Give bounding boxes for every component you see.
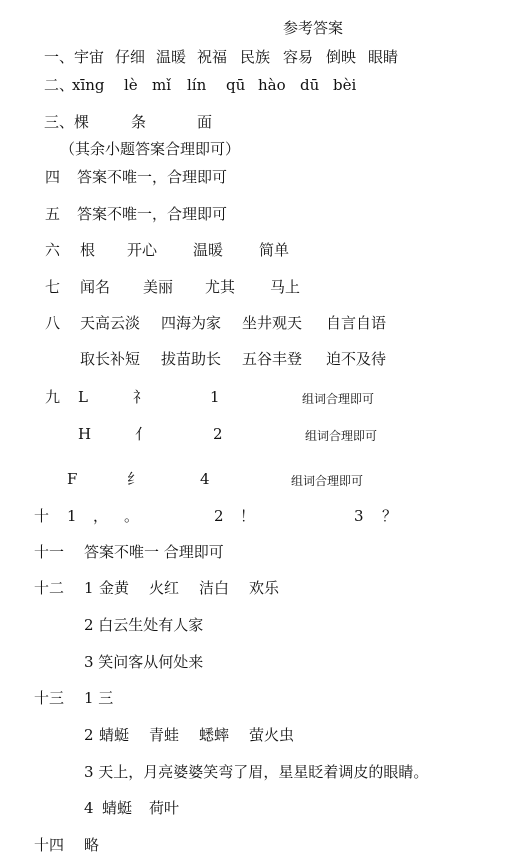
section-number: 二、 [44,76,75,94]
pinyin: lè [124,76,138,94]
answer-word: 条 [131,113,147,131]
answer-word: 金黄 [99,579,130,597]
punctuation: ， [93,507,109,525]
section-number: 十一 [34,543,65,561]
punctuation: ！ [240,507,256,525]
answer-text: 答案不唯一，合理即可 [77,168,228,186]
answer-word: 蜻蜓 [102,799,133,817]
answer-word: 祝福 [197,48,228,66]
radical: 亻 [135,425,151,443]
item-number: 3 [354,507,364,525]
answer-word: 民族 [240,48,271,66]
answer-word: 火红 [149,579,180,597]
answer-word: 容易 [283,48,314,66]
punctuation: 。 [124,507,140,525]
answer-word: 棵 [74,113,90,131]
item-number: 2 [214,507,224,525]
pinyin: hào [258,76,286,94]
section-number: 六 [45,241,61,259]
idiom: 自言自语 [326,314,387,332]
stroke-count: 1 [210,388,220,406]
pinyin: mǐ [152,76,172,94]
answer-word: 尤其 [205,278,236,296]
idiom: 天高云淡 [80,314,141,332]
item-number: 2 [84,726,94,744]
stroke-count: 4 [200,470,210,488]
section-number: 三、 [44,113,75,131]
row-note: 组词合理即可 [302,392,375,406]
section-number: 八 [45,314,61,332]
idiom: 取长补短 [80,350,141,368]
section-note: （其余小题答案合理即可） [60,140,241,158]
row-note: 组词合理即可 [305,429,378,443]
punctuation: ？ [382,507,398,525]
section-number: 十二 [34,579,65,597]
answer-text: 略 [84,836,100,854]
section-number: 七 [45,278,61,296]
answer-word: 马上 [270,278,301,296]
answer-word: 温暖 [156,48,187,66]
section-number: 九 [45,388,61,406]
section-number: 十 [34,507,50,525]
answer-text: 1 三 [84,689,114,707]
pinyin: xīng [72,76,105,94]
page-title: 参考答案 [283,19,344,37]
idiom: 迫不及待 [326,350,387,368]
idiom: 坐井观天 [242,314,303,332]
idiom: 四海为家 [161,314,222,332]
answer-word: 蜻蜓 [99,726,130,744]
answer-word: 简单 [259,241,290,259]
answer-text: 答案不唯一 合理即可 [84,543,224,561]
pinyin: dū [300,76,320,94]
pinyin: bèi [333,76,357,94]
poem-line: 3 笑问客从何处来 [84,653,204,671]
pinyin: lín [187,76,207,94]
section-number: 十四 [34,836,65,854]
letter: F [67,470,78,488]
letter: L [78,388,88,406]
answer-word: 眼睛 [368,48,399,66]
answer-word: 洁白 [199,579,230,597]
answer-word: 倒映 [326,48,357,66]
stroke-count: 2 [213,425,223,443]
answer-word: 美丽 [143,278,174,296]
item-number: 1 [84,579,94,597]
idiom: 拔苗助长 [161,350,222,368]
answer-text: 答案不唯一，合理即可 [77,205,228,223]
letter: H [78,425,92,443]
answer-word: 面 [197,113,213,131]
pinyin: qū [226,76,246,94]
poem-line: 2 白云生处有人家 [84,616,204,634]
answer-sentence: 3 天上，月亮婆婆笑弯了眉，星星眨着调皮的眼睛。 [84,763,429,781]
item-number: 1 [67,507,77,525]
answer-word: 宇宙 [74,48,105,66]
answer-word: 蟋蟀 [199,726,230,744]
radical: 礻 [133,388,149,406]
section-number: 一、 [44,48,75,66]
section-number: 五 [45,205,61,223]
section-number: 四 [45,168,61,186]
answer-word: 仔细 [115,48,146,66]
answer-word: 闻名 [80,278,111,296]
answer-word: 根 [80,241,96,259]
answer-word: 开心 [127,241,158,259]
answer-word: 青蛙 [149,726,180,744]
answer-word: 萤火虫 [249,726,295,744]
radical: 纟 [127,470,143,488]
answer-word: 荷叶 [149,799,180,817]
row-note: 组词合理即可 [291,474,364,488]
answer-word: 欢乐 [249,579,280,597]
item-number: 4 [84,799,94,817]
idiom: 五谷丰登 [242,350,303,368]
answer-word: 温暖 [193,241,224,259]
section-number: 十三 [34,689,65,707]
